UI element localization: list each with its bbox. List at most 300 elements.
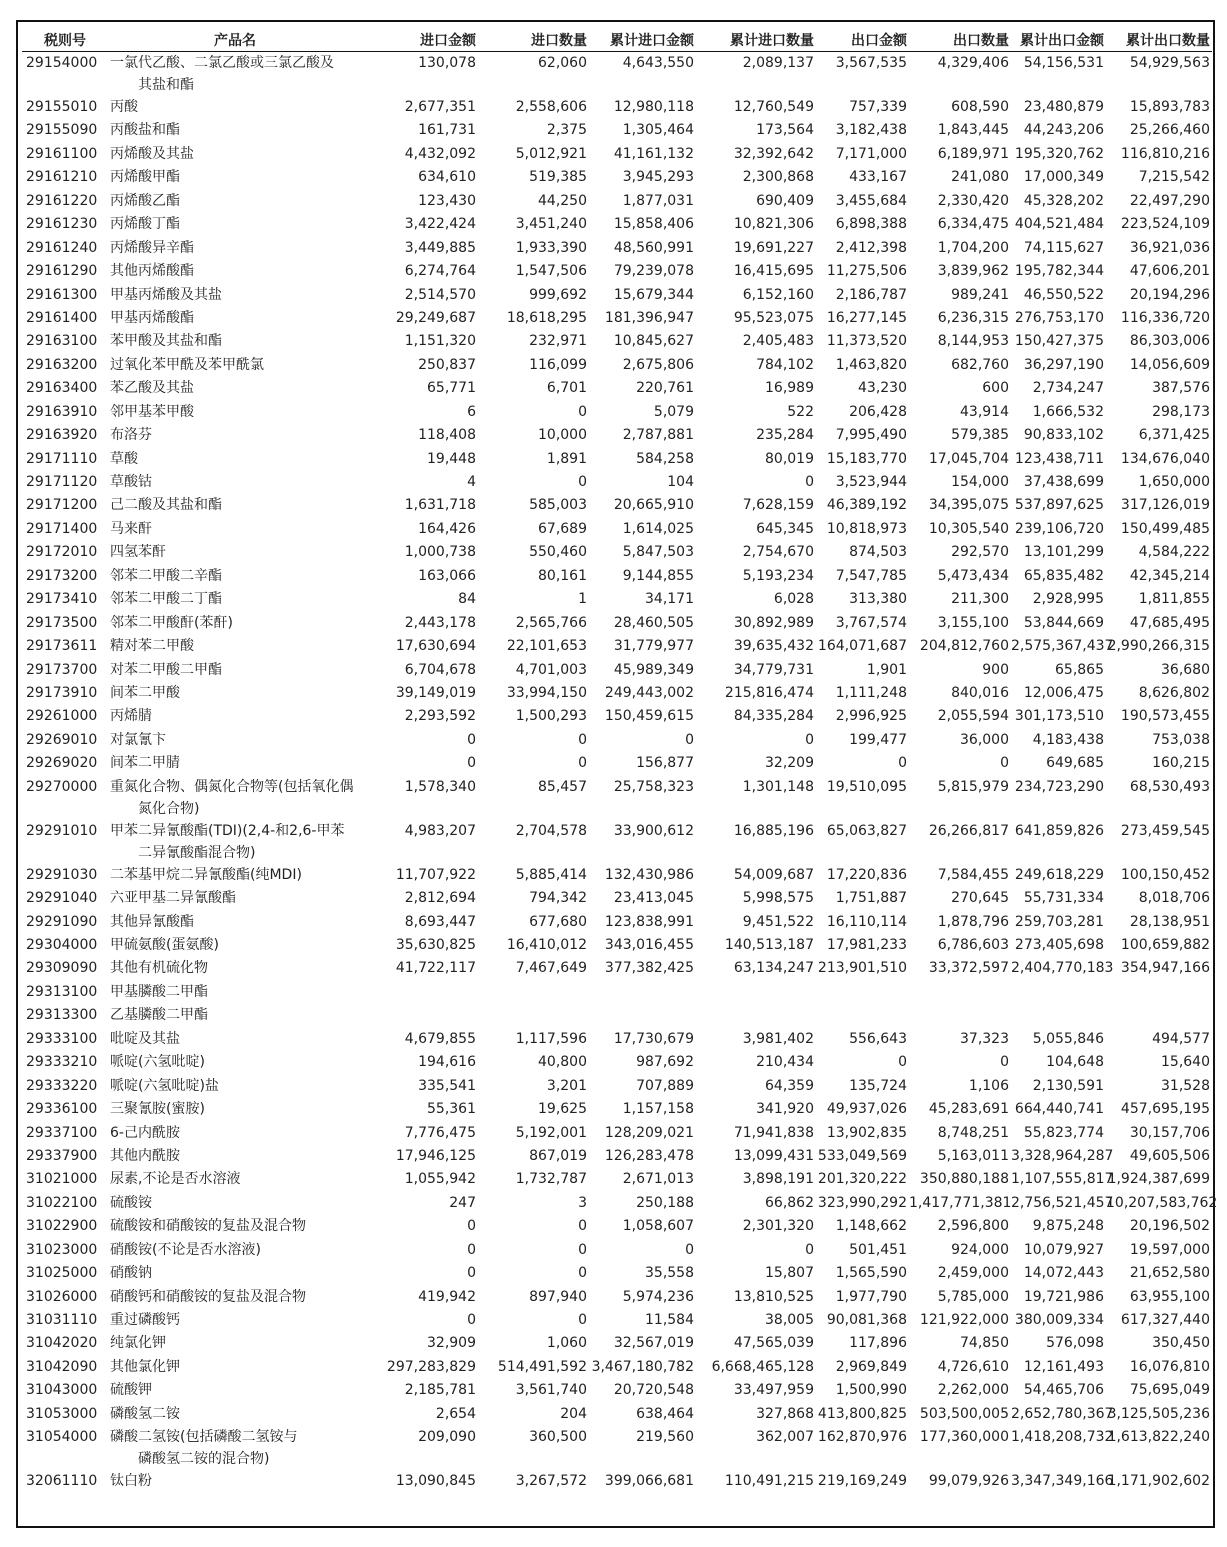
cell-cumulative-export-amount: 12,006,475 [1023,684,1104,701]
cell-import-quantity: 1 [578,591,587,608]
cell-import-amount: 84 [458,591,476,608]
cell-code: 29163400 [26,380,98,397]
cell-cumulative-import-amount: 5,974,236 [622,1288,694,1305]
cell-cumulative-export-amount: 65,865 [1055,661,1104,678]
cell-cumulative-export-quantity [1106,981,1212,1004]
cell-import-amount: 0 [467,1241,476,1258]
cell-cumulative-import-amount: 17,730,679 [613,1030,694,1047]
cell-cumulative-import-amount: 104 [667,474,694,490]
cell-product-name: 硫酸铵 [110,1194,152,1211]
cell-cumulative-import-quantity: 13,099,431 [733,1147,814,1164]
cell-export-amount: 2,996,925 [835,708,907,725]
cell-import-amount: 35,630,825 [395,937,476,953]
cell-product-name: 其他氯化钾 [110,1358,180,1375]
cell-cumulative-export-amount: 195,320,762 [1014,145,1104,162]
cell-cumulative-import-quantity: 0 [805,1241,814,1258]
cell-import-quantity: 1,933,390 [515,239,587,256]
cell-cumulative-export-amount: 404,521,484 [1014,216,1104,233]
table-row [22,190,1212,213]
cell-code: 29291030 [26,866,98,883]
cell-cumulative-export-amount: 55,823,774 [1023,1124,1104,1141]
cell-cumulative-import-amount: 343,016,455 [604,937,694,953]
table-row [22,1098,1212,1121]
cell-product-name: 草酸 [110,450,138,467]
cell-import-amount: 7,776,475 [404,1124,476,1141]
cell-cumulative-export-amount [1011,1004,1106,1027]
cell-export-amount: 1,111,248 [835,684,907,701]
cell-product-name: 甲硫氨酸(蛋氨酸) [110,937,219,953]
cell-cumulative-import-quantity: 0 [805,474,814,490]
cell-cumulative-export-amount: 249,618,229 [1014,866,1104,883]
cell-product-name: 邻苯二甲酸二丁酯 [110,591,222,608]
cell-cumulative-export-amount: 3,347,349,166 [1011,1473,1114,1490]
table-row [22,887,1212,910]
cell-code: 29171200 [26,497,98,514]
cell-cumulative-import-amount: 5,079 [653,403,694,420]
cell-import-amount: 1,055,942 [404,1171,476,1188]
cell-cumulative-export-amount: 2,652,780,367 [1011,1405,1114,1422]
cell-cumulative-import-amount: 45,989,349 [613,661,694,678]
cell-import-quantity: 67,689 [538,520,587,537]
table-row [22,424,1212,447]
table-row [22,1145,1212,1168]
cell-product-name: 其他内酰胺 [110,1147,180,1164]
cell-cumulative-export-quantity: 47,606,201 [1129,263,1210,280]
cell-code: 29161210 [26,169,98,186]
cell-import-quantity: 550,460 [529,544,587,561]
cell-cumulative-import-quantity: 784,102 [756,356,814,373]
cell-export-quantity: 1,843,445 [937,122,1009,139]
cell-cumulative-import-amount: 31,779,977 [613,638,694,655]
cell-product-name: 二苯基甲烷二异氰酸酯(纯MDI) [110,866,302,883]
cell-export-quantity: 2,262,000 [937,1382,1009,1399]
cell-product-name: 丙烯酸乙酯 [110,192,180,209]
cell-export-amount: 3,455,684 [835,192,907,209]
cell-import-amount: 4,983,207 [404,822,476,839]
table-row [22,911,1212,934]
cell-cumulative-import-quantity: 3,981,402 [742,1030,814,1047]
cell-export-quantity: 17,045,704 [928,450,1009,467]
cell-product-name: 过氧化苯甲酰及苯甲酰氯 [110,356,264,373]
cell-cumulative-export-quantity: 54,929,563 [1129,55,1210,71]
cell-cumulative-export-amount: 2,734,247 [1032,380,1104,397]
cell-import-quantity: 33,994,150 [506,684,587,701]
cell-code: 29163910 [26,403,98,420]
cell-cumulative-import-amount: 584,258 [636,450,694,467]
cell-export-quantity: 8,748,251 [937,1124,1009,1141]
cell-export-quantity: 5,163,011 [937,1147,1009,1164]
cell-import-quantity: 2,565,766 [515,614,587,631]
cell-cumulative-export-amount: 2,756,521,457 [1011,1194,1114,1211]
cell-product-name: 钛白粉 [110,1473,152,1490]
cell-cumulative-export-amount: 150,427,375 [1014,333,1104,350]
cell-export-amount: 1,565,590 [835,1265,907,1282]
cell-import-quantity: 4,701,003 [515,661,587,678]
table-row [22,705,1212,728]
cell-export-quantity: 5,785,000 [937,1288,1009,1305]
cell-export-amount: 0 [898,755,907,772]
cell-export-quantity: 682,760 [951,356,1009,373]
cell-import-amount: 0 [467,755,476,772]
cell-cumulative-export-amount: 65,835,482 [1023,567,1104,584]
cell-code: 29155090 [26,122,98,139]
cell-import-quantity: 867,019 [529,1147,587,1164]
cell-import-amount: 19,448 [427,450,476,467]
cell-cumulative-import-quantity: 2,754,670 [742,544,814,561]
cell-import-amount: 2,185,781 [404,1382,476,1399]
cell-export-quantity: 26,266,817 [928,822,1009,839]
cell-cumulative-export-quantity: 3,125,505,236 [1107,1405,1210,1422]
cell-cumulative-export-quantity: 15,640 [1161,1054,1210,1071]
cell-import-quantity: 519,385 [529,169,587,186]
header-row [22,28,1212,52]
cell-cumulative-import-amount: 0 [685,1241,694,1258]
cell-import-amount: 1,000,738 [404,544,476,561]
cell-import-quantity: 1,732,787 [515,1171,587,1188]
cell-cumulative-import-quantity: 6,028 [773,591,814,608]
cell-cumulative-export-amount: 664,440,741 [1014,1101,1104,1118]
cell-export-quantity: 292,570 [951,544,1009,561]
cell-cumulative-import-quantity: 38,005 [765,1312,814,1328]
table-row [22,354,1212,377]
table-row [22,729,1212,752]
cell-cumulative-import-quantity: 341,920 [756,1101,814,1118]
cell-cumulative-export-amount: 74,115,627 [1023,239,1104,256]
cell-cumulative-import-quantity: 645,345 [756,520,814,537]
cell-export-amount: 757,339 [849,99,907,115]
cell-import-amount: 3,449,885 [404,239,476,256]
cell-code: 31053000 [26,1405,98,1422]
cell-cumulative-import-quantity: 2,089,137 [742,55,814,71]
cell-cumulative-export-quantity: 19,597,000 [1129,1241,1210,1258]
cell-export-amount: 10,818,973 [826,520,907,537]
header-code: 税则号 [22,28,108,52]
cell-import-amount: 123,430 [418,192,476,209]
cell-cumulative-export-amount: 234,723,290 [1014,778,1104,795]
cell-import-quantity: 0 [578,1241,587,1258]
cell-import-amount: 0 [467,731,476,748]
cell-export-amount: 556,643 [849,1030,907,1047]
cell-import-quantity: 5,192,001 [515,1124,587,1141]
cell-cumulative-export-quantity: 75,695,049 [1129,1382,1210,1399]
cell-export-amount [816,1004,909,1027]
cell-import-quantity [478,981,589,1004]
cell-cumulative-import-amount: 15,858,406 [613,216,694,233]
cell-cumulative-import-quantity: 5,998,575 [742,890,814,907]
cell-cumulative-import-amount: 156,877 [636,755,694,772]
cell-export-quantity: 4,329,406 [937,55,1009,71]
cell-cumulative-export-quantity: 160,215 [1152,755,1210,772]
cell-product-name: 硫酸铵和硝酸铵的复盐及混合物 [110,1218,306,1235]
cell-cumulative-import-quantity: 10,821,306 [733,216,814,233]
cell-cumulative-import-quantity: 0 [805,731,814,748]
cell-export-quantity: 8,144,953 [937,333,1009,350]
cell-import-amount: 419,942 [418,1288,476,1305]
cell-product-name: 丙烯酸丁酯 [110,216,180,233]
cell-cumulative-import-amount: 20,665,910 [613,497,694,514]
cell-cumulative-import-quantity: 215,816,474 [724,684,814,701]
cell-import-amount: 4,679,855 [404,1030,476,1047]
cell-cumulative-import-quantity: 210,434 [756,1054,814,1071]
cell-code: 29173500 [26,614,98,631]
table-row [22,52,1212,97]
cell-import-quantity: 1,547,506 [515,263,587,280]
cell-cumulative-export-quantity: 47,685,495 [1129,614,1210,631]
cell-cumulative-import-amount: 2,675,806 [622,356,694,373]
table-row [22,934,1212,957]
cell-cumulative-export-quantity: 49,605,506 [1129,1147,1210,1164]
cell-code: 31025000 [26,1265,98,1282]
cell-code: 29269020 [26,755,98,772]
cell-cumulative-export-amount: 44,243,206 [1023,122,1104,139]
cell-export-amount: 433,167 [849,169,907,186]
cell-cumulative-export-quantity: 14,056,609 [1129,356,1210,373]
cell-cumulative-export-amount: 45,328,202 [1023,192,1104,209]
cell-cumulative-import-amount: 2,671,013 [622,1171,694,1188]
cell-import-amount: 130,078 [418,55,476,71]
header-export-quantity: 出口数量 [909,28,1011,52]
cell-product-name: 甲苯二异氰酸酯(TDI)(2,4-和2,6-甲苯 二异氰酸酯混合物) [110,822,345,861]
cell-export-amount: 201,320,222 [817,1171,907,1188]
table-row [22,96,1212,119]
cell-export-amount: 3,182,438 [835,122,907,139]
cell-cumulative-export-quantity: 1,613,822,240 [1107,1429,1210,1446]
cell-cumulative-import-amount: 15,679,344 [613,286,694,303]
cell-cumulative-import-amount: 34,171 [645,591,694,608]
cell-import-quantity: 2,375 [546,122,587,139]
cell-import-quantity: 0 [578,1265,587,1282]
cell-cumulative-import-amount: 399,066,681 [604,1473,694,1490]
cell-export-amount: 46,389,192 [826,497,907,514]
cell-cumulative-import-quantity: 5,193,234 [742,567,814,584]
cell-cumulative-import-quantity: 13,810,525 [733,1288,814,1305]
cell-export-amount: 2,186,787 [835,286,907,303]
cell-cumulative-export-amount: 2,928,995 [1032,591,1104,608]
cell-export-quantity: 74,850 [960,1335,1009,1352]
cell-cumulative-import-quantity: 2,300,868 [742,169,814,186]
cell-export-quantity: 45,283,691 [928,1101,1009,1118]
cell-cumulative-import-amount: 33,900,612 [613,822,694,839]
cell-cumulative-import-amount: 220,761 [636,380,694,397]
cell-import-amount: 0 [467,1265,476,1282]
cell-cumulative-import-amount: 987,692 [636,1054,694,1071]
cell-cumulative-export-amount: 2,404,770,183 [1011,960,1114,977]
cell-export-quantity: 36,000 [960,731,1009,748]
table-row [22,143,1212,166]
cell-cumulative-import-quantity [696,1004,816,1027]
table-row [22,1426,1212,1470]
cell-cumulative-import-amount: 5,847,503 [622,544,694,561]
cell-product-name: 重氮化合物、偶氮化合物等(包括氧化偶 氮化合物) [110,778,354,817]
cell-cumulative-import-quantity [696,981,816,1004]
cell-code: 29161240 [26,239,98,256]
cell-cumulative-export-quantity: 1,171,902,602 [1107,1473,1210,1490]
cell-export-amount: 13,902,835 [826,1124,907,1141]
cell-import-quantity: 360,500 [529,1429,587,1446]
cell-cumulative-export-amount: 17,000,349 [1023,169,1104,186]
cell-cumulative-import-quantity: 2,405,483 [742,333,814,350]
cell-cumulative-import-amount [589,1004,696,1027]
cell-cumulative-export-amount: 2,575,367,437 [1011,638,1114,655]
cell-cumulative-import-quantity: 690,409 [756,192,814,209]
cell-export-quantity: 6,236,315 [937,309,1009,326]
cell-cumulative-export-amount: 37,438,699 [1023,474,1104,490]
table-row [22,377,1212,400]
cell-cumulative-import-quantity: 327,868 [756,1405,814,1422]
cell-cumulative-import-quantity: 95,523,075 [733,309,814,326]
cell-product-name: 精对苯二甲酸 [110,638,194,655]
cell-import-amount: 2,443,178 [404,614,476,631]
cell-import-amount: 1,578,340 [404,778,476,795]
cell-export-quantity: 1,704,200 [937,239,1009,256]
cell-cumulative-export-amount: 123,438,711 [1014,450,1104,467]
cell-import-quantity: 0 [578,755,587,772]
cell-cumulative-import-amount: 128,209,021 [604,1124,694,1141]
cell-cumulative-export-amount: 3,328,964,287 [1011,1147,1114,1164]
table-row [22,635,1212,658]
cell-import-amount: 6,704,678 [404,661,476,678]
cell-cumulative-export-amount: 55,731,334 [1023,890,1104,907]
table-row [22,1286,1212,1309]
cell-import-quantity: 0 [578,474,587,490]
cell-export-quantity: 1,878,796 [937,913,1009,930]
cell-cumulative-export-quantity: 20,194,296 [1129,286,1210,303]
cell-code: 29313100 [26,983,98,1000]
cell-cumulative-export-quantity: 317,126,019 [1120,497,1210,514]
cell-import-amount: 6,274,764 [404,263,476,280]
cell-cumulative-export-amount: 12,161,493 [1023,1358,1104,1375]
cell-export-amount: 6,898,388 [835,216,907,233]
cell-cumulative-import-quantity: 9,451,522 [742,913,814,930]
cell-cumulative-import-amount: 150,459,615 [604,708,694,725]
cell-cumulative-import-quantity: 7,628,159 [742,497,814,514]
cell-cumulative-export-amount: 4,183,438 [1032,731,1104,748]
cell-code: 31021000 [26,1171,98,1188]
header-product-name: 产品名 [108,28,362,52]
cell-import-quantity: 0 [578,731,587,748]
cell-code: 29161290 [26,263,98,280]
cell-export-amount: 1,901 [866,661,907,678]
table-row [22,119,1212,142]
cell-product-name: 丙烯酸及其盐 [110,145,194,162]
cell-export-quantity: 37,323 [960,1030,1009,1047]
cell-export-amount: 501,451 [849,1241,907,1258]
cell-export-amount: 313,380 [849,591,907,608]
cell-export-amount: 1,751,887 [835,890,907,907]
cell-cumulative-import-quantity: 80,019 [765,450,814,467]
cell-cumulative-import-quantity: 16,415,695 [733,263,814,280]
cell-product-name: 苯乙酸及其盐 [110,380,194,397]
cell-cumulative-export-quantity: 42,345,214 [1129,567,1210,584]
cell-export-quantity: 7,584,455 [937,866,1009,883]
cell-code: 29304000 [26,937,98,953]
cell-cumulative-import-quantity: 522 [787,403,814,420]
cell-export-amount: 3,567,535 [835,55,907,71]
cell-import-quantity: 585,003 [529,497,587,514]
cell-code: 32061110 [26,1473,98,1490]
cell-cumulative-import-quantity: 71,941,838 [733,1124,814,1141]
cell-import-quantity: 0 [578,1218,587,1235]
cell-cumulative-export-quantity: 20,196,502 [1129,1218,1210,1235]
cell-code: 29154000 [26,55,98,71]
cell-cumulative-import-quantity: 16,885,196 [733,822,814,839]
cell-code: 29173910 [26,684,98,701]
cell-product-name: 甲基膦酸二甲酯 [110,983,208,1000]
cell-export-amount: 3,523,944 [835,474,907,490]
cell-export-amount: 11,275,506 [826,263,907,280]
cell-cumulative-export-quantity: 116,336,720 [1120,309,1210,326]
cell-export-amount: 7,171,000 [835,145,907,162]
cell-export-amount: 17,220,836 [826,866,907,883]
cell-import-amount: 8,693,447 [404,913,476,930]
cell-product-name: 布洛芬 [110,427,152,444]
cell-cumulative-export-amount: 5,055,846 [1032,1030,1104,1047]
cell-export-amount: 135,724 [849,1077,907,1094]
cell-product-name: 其他有机硫化物 [110,960,208,977]
cell-export-amount: 17,981,233 [826,937,907,953]
cell-code: 29163100 [26,333,98,350]
cell-import-quantity: 16,410,012 [506,937,587,953]
cell-cumulative-import-amount: 12,980,118 [613,99,694,115]
cell-cumulative-export-quantity: 298,173 [1152,403,1210,420]
cell-import-amount: 2,514,570 [404,286,476,303]
cell-export-quantity: 503,500,005 [919,1405,1009,1422]
cell-code: 29161300 [26,286,98,303]
cell-import-quantity: 1,117,596 [515,1030,587,1047]
cell-cumulative-import-amount: 219,560 [636,1429,694,1446]
cell-import-amount: 17,630,694 [395,638,476,655]
cell-export-amount: 3,767,574 [835,614,907,631]
table-row [22,307,1212,330]
cell-code: 31042090 [26,1358,98,1375]
cell-export-quantity: 6,334,475 [937,216,1009,233]
cell-product-name: 丙烯腈 [110,708,152,725]
table-frame [16,20,1218,1528]
cell-cumulative-import-amount: 10,845,627 [613,333,694,350]
cell-cumulative-import-quantity: 12,760,549 [733,99,814,115]
cell-product-name: 邻甲基苯甲酸 [110,403,194,420]
cell-import-amount: 209,090 [418,1429,476,1446]
cell-cumulative-export-quantity: 494,577 [1152,1030,1210,1047]
cell-cumulative-export-quantity: 100,659,882 [1120,937,1210,953]
cell-export-quantity: 924,000 [951,1241,1009,1258]
cell-import-amount: 0 [467,1218,476,1235]
cell-import-amount: 32,909 [427,1335,476,1352]
cell-import-quantity: 1,891 [546,450,587,467]
cell-product-name: 吡啶及其盐 [110,1030,180,1047]
cell-import-quantity: 2,704,578 [515,822,587,839]
cell-export-quantity: 154,000 [951,474,1009,490]
cell-code: 29291090 [26,913,98,930]
cell-import-quantity: 0 [578,1312,587,1328]
cell-import-amount: 55,361 [427,1101,476,1118]
cell-cumulative-export-amount: 195,782,344 [1014,263,1104,280]
cell-import-quantity: 5,885,414 [515,866,587,883]
cell-product-name: 一氯代乙酸、二氯乙酸或三氯乙酸及 其盐和酯 [110,55,334,93]
cell-cumulative-export-quantity: 150,499,485 [1120,520,1210,537]
cell-export-amount: 162,870,976 [817,1429,907,1446]
cell-cumulative-import-quantity: 173,564 [756,122,814,139]
cell-product-name: 己二酸及其盐和酯 [110,497,222,514]
cell-import-quantity: 1,500,293 [515,708,587,725]
cell-cumulative-import-amount: 41,161,132 [613,145,694,162]
cell-cumulative-export-amount [1011,981,1106,1004]
table-row [22,1028,1212,1051]
cell-cumulative-export-quantity: 617,327,440 [1120,1312,1210,1328]
cell-cumulative-export-amount: 1,666,532 [1032,403,1104,420]
header-cumulative-export-quantity: 累计出口数量 [1106,28,1212,52]
cell-code: 29173700 [26,661,98,678]
